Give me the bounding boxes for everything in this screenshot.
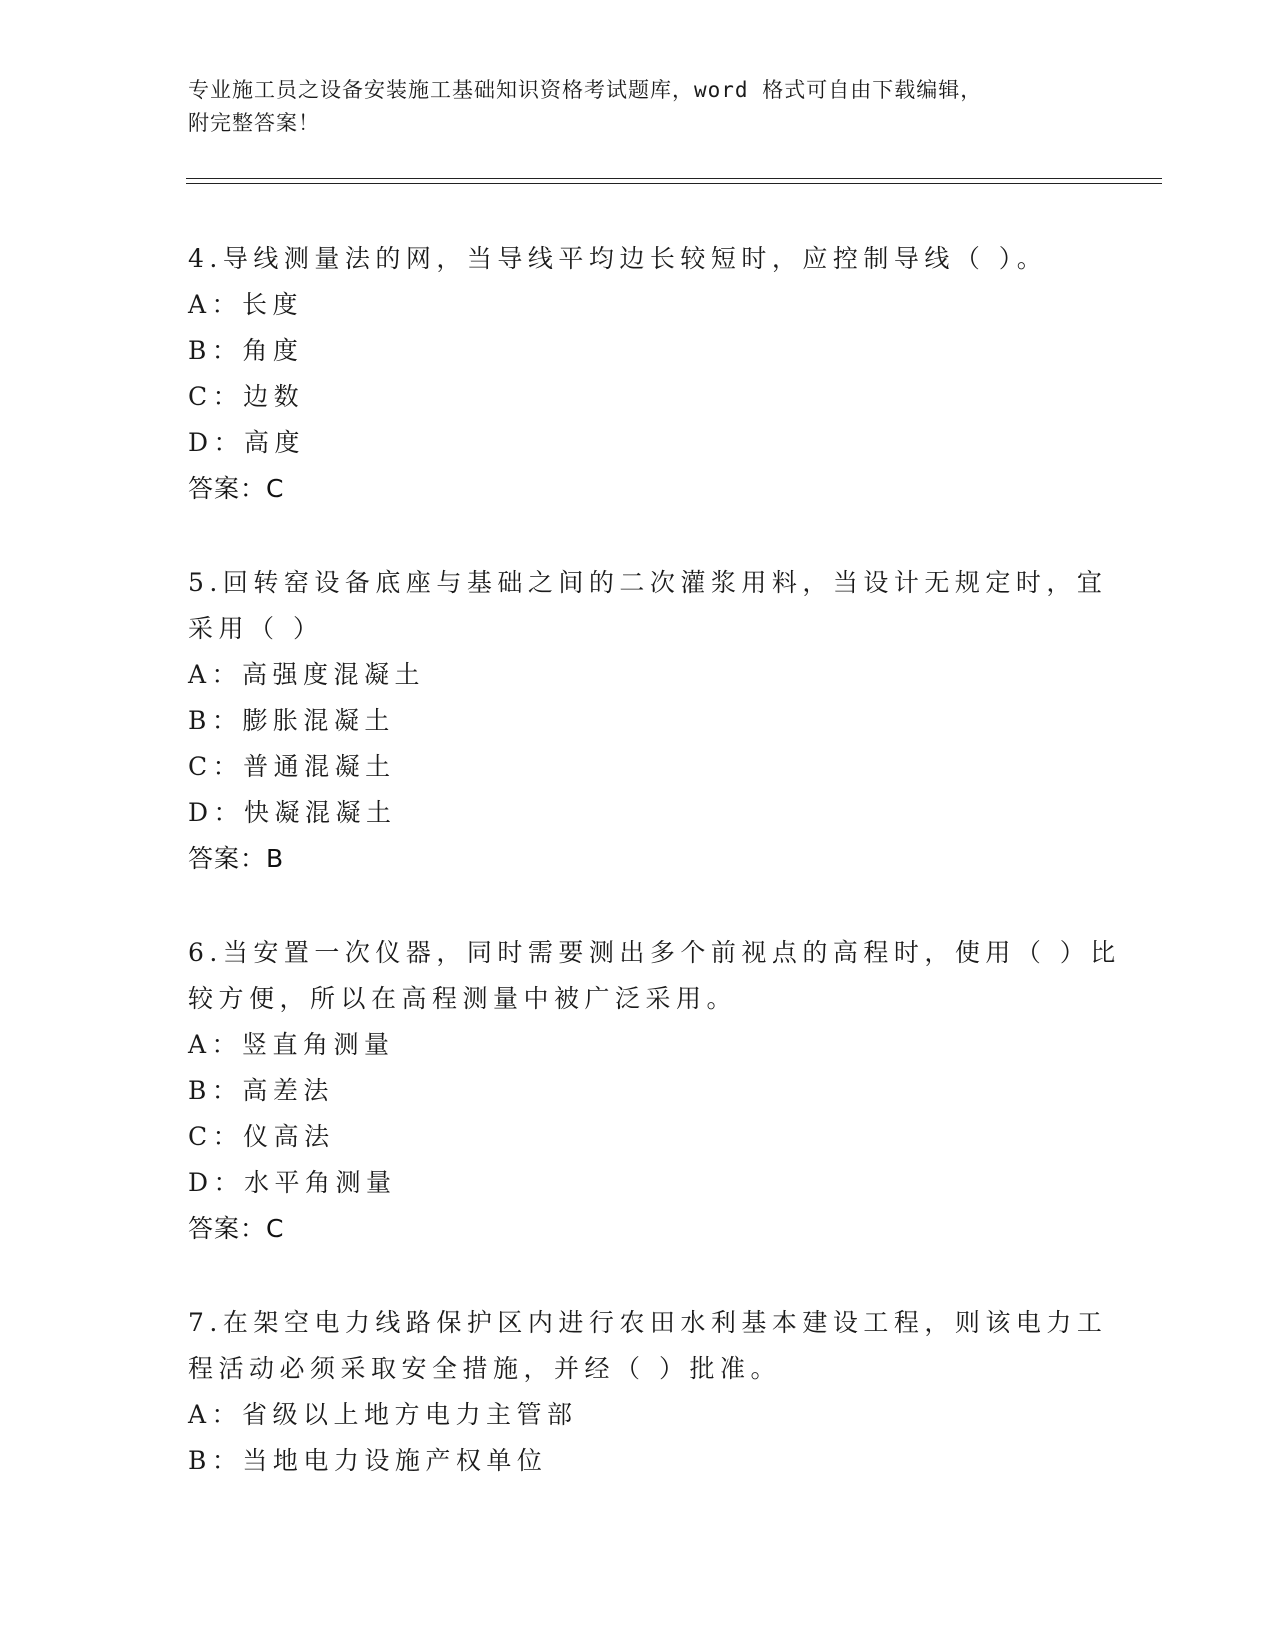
option-a: A：长度 — [188, 290, 304, 319]
option-b: B：膨胀混凝土 — [188, 706, 395, 735]
option-a: A：省级以上地方电力主管部 — [188, 1400, 578, 1429]
question-6 — [188, 930, 1121, 1252]
answer: 答案：C — [188, 474, 285, 503]
document-header — [188, 74, 1088, 140]
question-7 — [188, 1300, 1108, 1484]
option-c: C：普通混凝土 — [188, 752, 396, 781]
header-line-2: 附完整答案！ — [188, 111, 320, 135]
stem-line: 采用（ ） — [188, 614, 324, 643]
stem-line: 较方便，所以在高程测量中被广泛采用。 — [188, 984, 738, 1013]
option-c: C：仪高法 — [188, 1122, 335, 1151]
question-5 — [188, 560, 1108, 882]
question-4 — [188, 236, 1088, 512]
option-c: C：边数 — [188, 382, 305, 411]
option-b: B：高差法 — [188, 1076, 334, 1105]
option-d: D：高度 — [188, 428, 306, 457]
question-stem — [188, 236, 1088, 282]
option-d: D：水平角测量 — [188, 1168, 397, 1197]
stem-line: 4.导线测量法的网，当导线平均边长较短时，应控制导线（ ）。 — [188, 244, 1048, 273]
header-divider-bottom — [186, 183, 1162, 184]
option-a: A：高强度混凝土 — [188, 660, 426, 689]
question-stem — [188, 560, 1108, 652]
option-d: D：快凝混凝土 — [188, 798, 397, 827]
stem-line: 5.回转窑设备底座与基础之间的二次灌浆用料，当设计无规定时，宜 — [188, 568, 1108, 597]
stem-line: 7.在架空电力线路保护区内进行农田水利基本建设工程，则该电力工 — [188, 1308, 1108, 1337]
option-a: A：竖直角测量 — [188, 1030, 395, 1059]
header-line-1: 专业施工员之设备安装施工基础知识资格考试题库，word 格式可自由下载编辑， — [188, 78, 983, 102]
option-b: B：角度 — [188, 336, 304, 365]
question-stem — [188, 1300, 1108, 1392]
question-list — [188, 236, 1121, 1532]
header-divider-top — [186, 178, 1162, 179]
option-b: B：当地电力设施产权单位 — [188, 1446, 548, 1475]
question-stem — [188, 930, 1121, 1022]
stem-line: 6.当安置一次仪器，同时需要测出多个前视点的高程时，使用（ ）比 — [188, 938, 1121, 967]
answer: 答案：B — [188, 844, 285, 873]
stem-line: 程活动必须采取安全措施，并经（ ）批准。 — [188, 1354, 781, 1383]
answer: 答案：C — [188, 1214, 285, 1243]
